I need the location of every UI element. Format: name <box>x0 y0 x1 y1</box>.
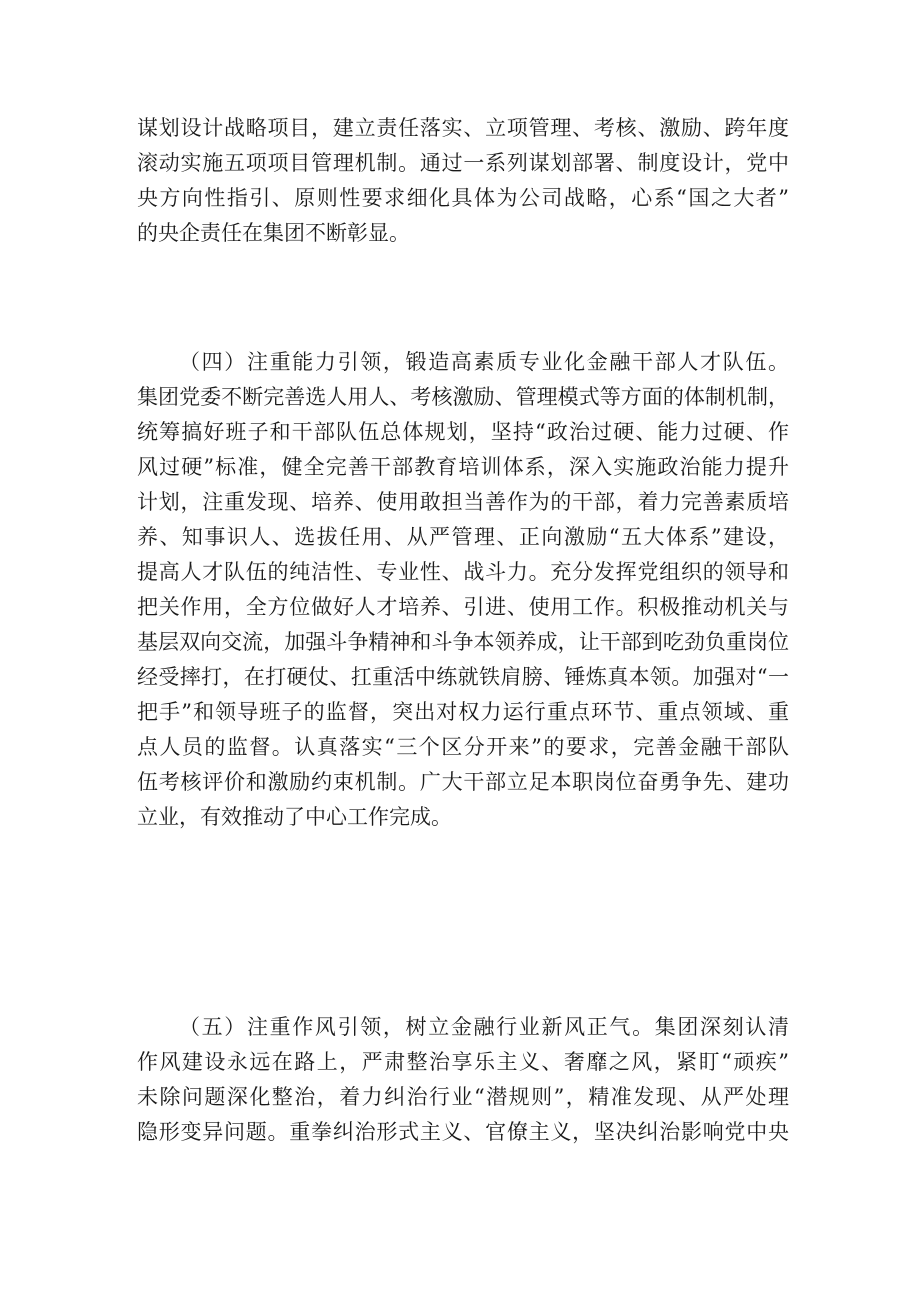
text-line: 隐形变异问题。重拳纠治形式主义、官僚主义，坚决纠治影响党中央 <box>137 1120 789 1144</box>
text-line: 提高人才队伍的纯洁性、专业性、战斗力。充分发挥党组织的领导和 <box>137 560 789 584</box>
paragraph-ability-guidance <box>137 345 789 835</box>
paragraph-work-style <box>137 1010 789 1150</box>
text-line: 养、知事识人、选拔任用、从严管理、正向激励“五大体系”建设， <box>137 525 789 549</box>
section-heading-five: （五）注重作风引领，树立金融行业新风正气。集团深刻认清 <box>179 1015 789 1039</box>
text-line: 点人员的监督。认真落实“三个区分开来”的要求，完善金融干部队 <box>137 735 789 759</box>
text-line: 未除问题深化整治，着力纠治行业“潜规则”，精准发现、从严处理 <box>137 1085 789 1109</box>
text-line: 把关作用，全方位做好人才培养、引进、使用工作。积极推动机关与 <box>137 595 789 619</box>
text-line: 央方向性指引、原则性要求细化具体为公司战略，心系“国之大者” <box>137 186 789 210</box>
text-line: 基层双向交流，加强斗争精神和斗争本领养成，让干部到吃劲负重岗位 <box>137 630 789 654</box>
text-line: 风过硬”标准，健全完善干部教育培训体系，深入实施政治能力提升 <box>137 455 789 479</box>
text-line: 谋划设计战略项目，建立责任落实、立项管理、考核、激励、跨年度 <box>137 116 789 140</box>
text-line: 伍考核评价和激励约束机制。广大干部立足本职岗位奋勇争先、建功 <box>137 770 789 794</box>
paragraph-project-management <box>137 111 789 251</box>
text-line: 经受摔打，在打硬仗、扛重活中练就铁肩膀、锤炼真本领。加强对“一 <box>137 665 789 689</box>
text-line: 立业，有效推动了中心工作完成。 <box>137 805 452 829</box>
text-line: 计划，注重发现、培养、使用敢担当善作为的干部，着力完善素质培 <box>137 490 789 514</box>
text-line: 滚动实施五项项目管理机制。通过一系列谋划部署、制度设计，党中 <box>137 151 789 175</box>
text-line: 作风建设永远在路上，严肃整治享乐主义、奢靡之风，紧盯“顽疾” <box>137 1050 789 1074</box>
text-line: 集团党委不断完善选人用人、考核激励、管理模式等方面的体制机制， <box>137 385 789 409</box>
section-heading-four: （四）注重能力引领，锻造高素质专业化金融干部人才队伍。 <box>179 350 789 374</box>
text-line: 把手”和领导班子的监督，突出对权力运行重点环节、重点领域、重 <box>137 700 789 724</box>
text-line: 统筹搞好班子和干部队伍总体规划，坚持“政治过硬、能力过硬、作 <box>137 420 789 444</box>
text-line: 的央企责任在集团不断彰显。 <box>137 221 410 245</box>
